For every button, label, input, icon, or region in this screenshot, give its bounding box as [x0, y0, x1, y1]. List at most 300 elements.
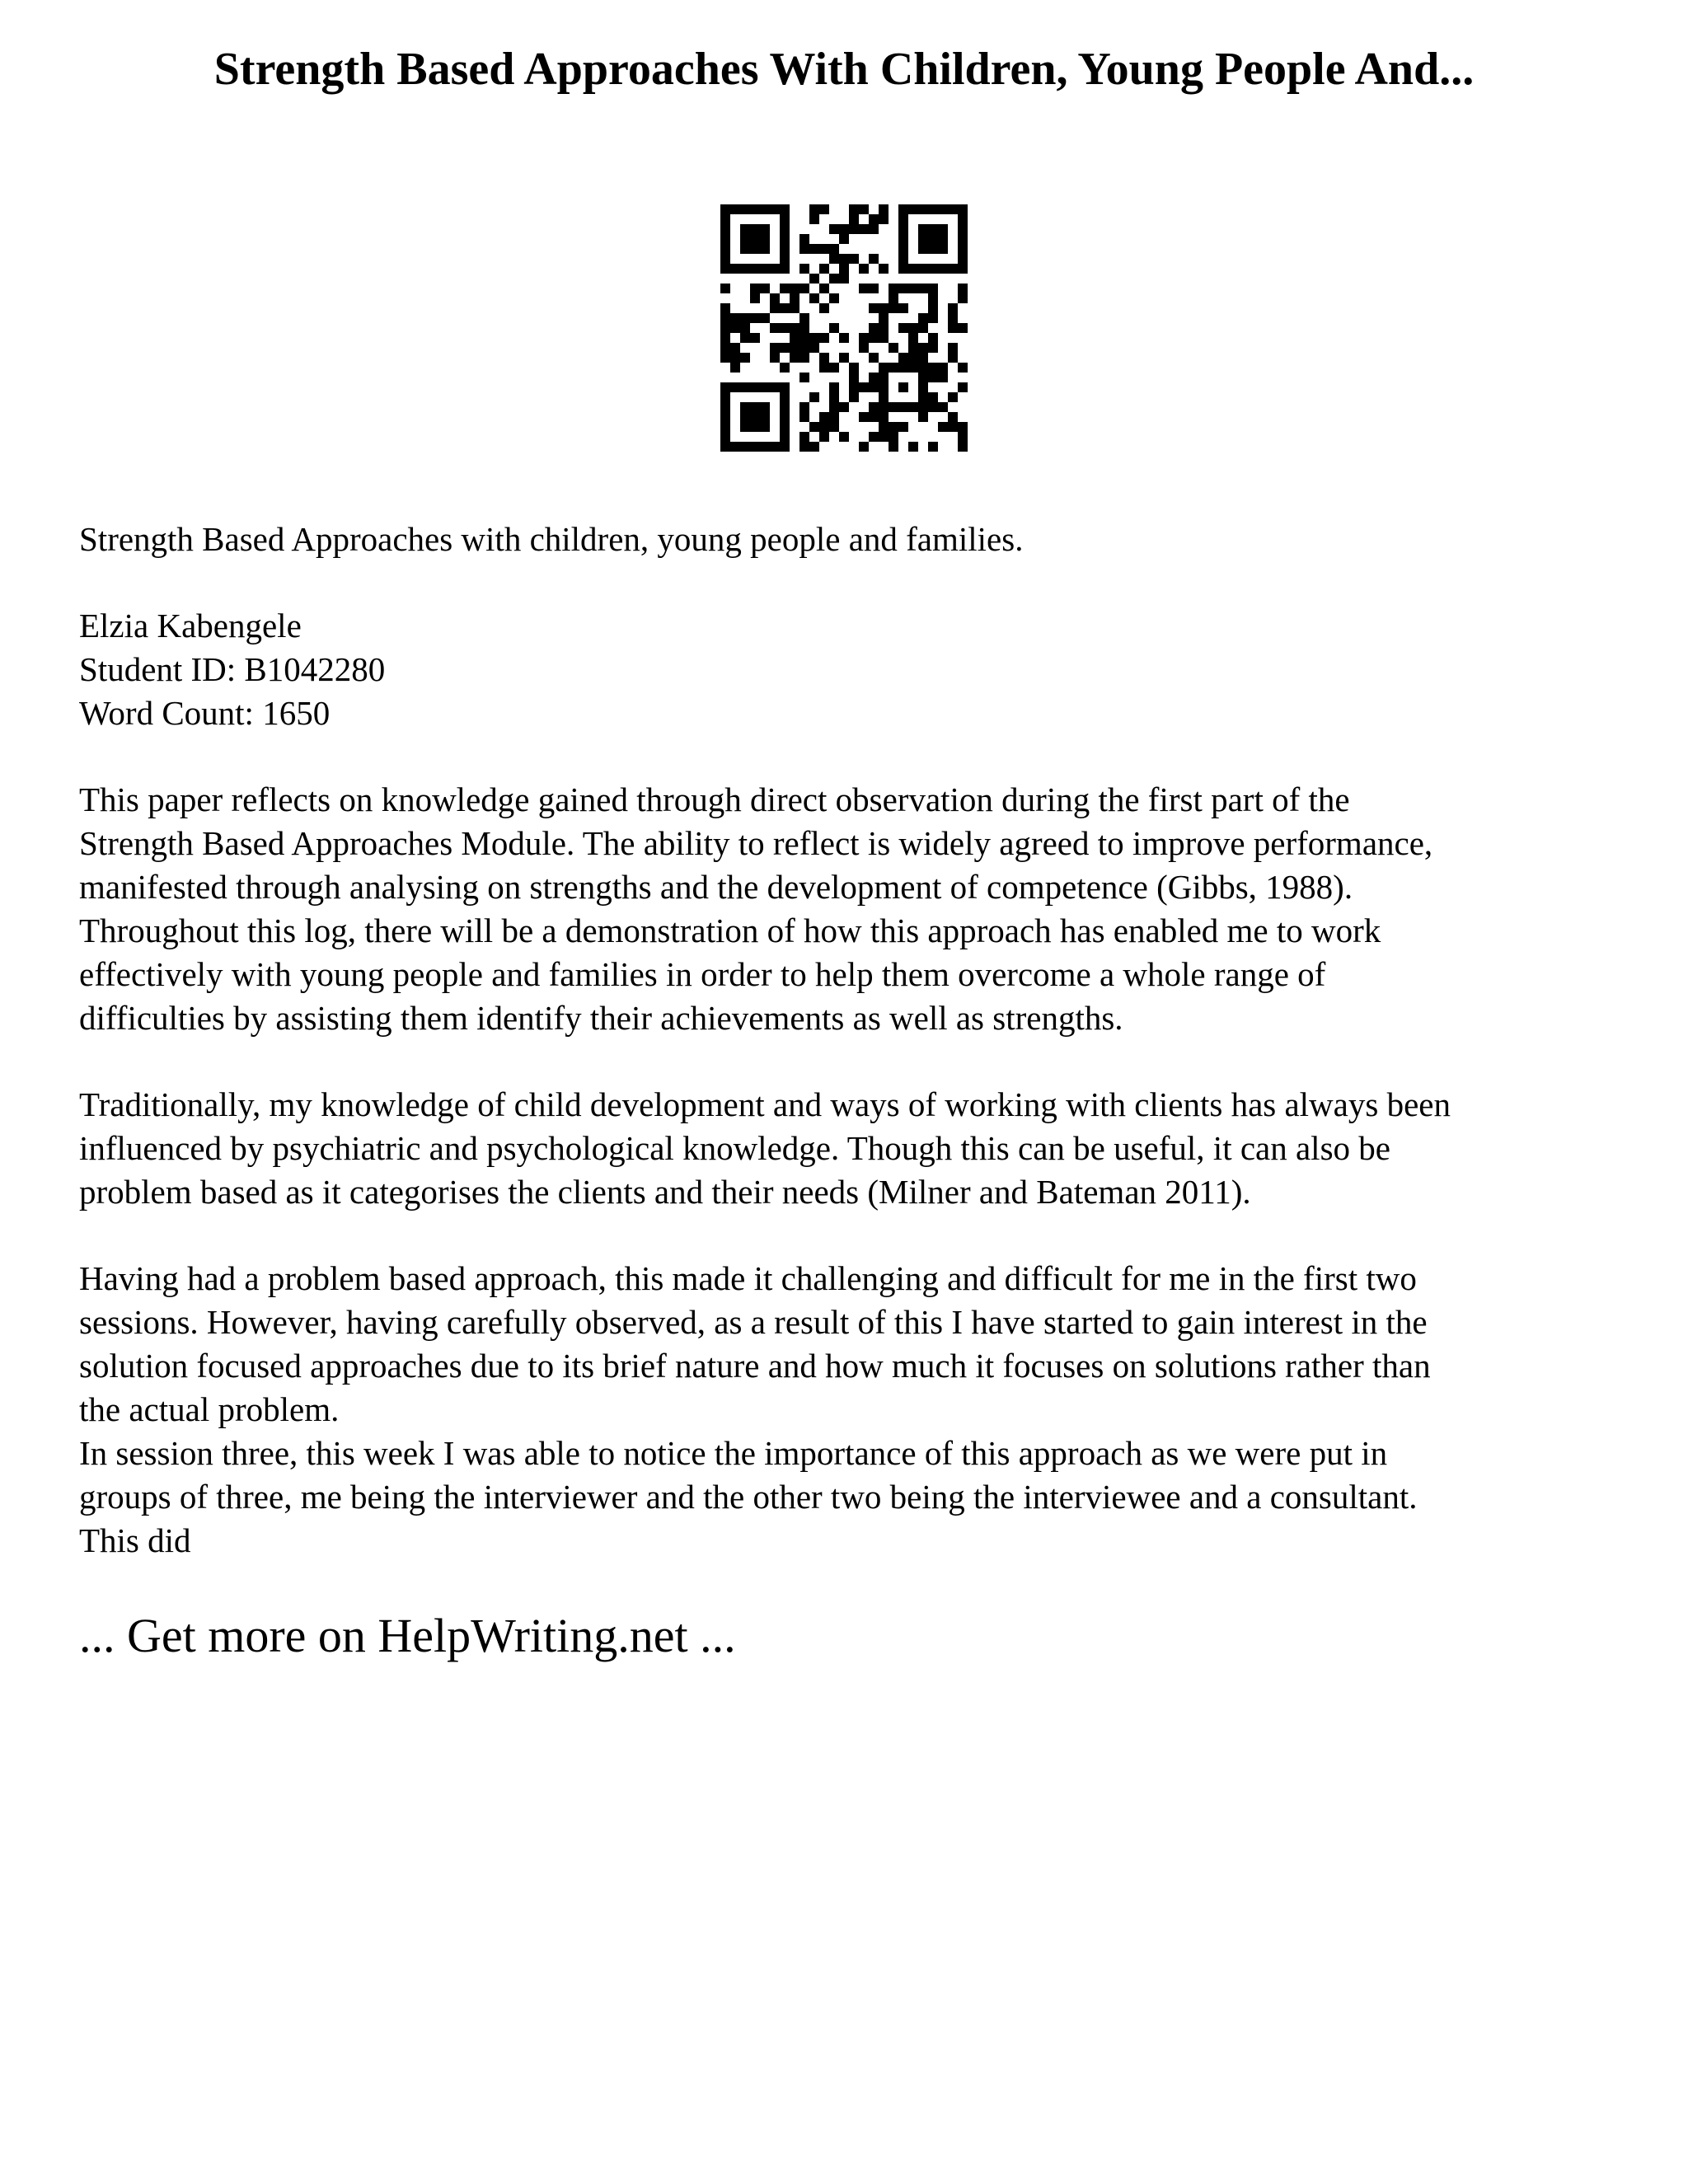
qr-module: [908, 264, 918, 274]
paragraph-traditional: [79, 1083, 1609, 1214]
qr-module: [908, 442, 918, 452]
qr-module: [918, 382, 928, 392]
qr-module: [740, 333, 750, 343]
qr-module: [829, 293, 839, 303]
qr-module: [908, 402, 918, 412]
qr-module: [928, 234, 938, 244]
qr-module: [829, 412, 839, 422]
qr-module: [809, 244, 819, 254]
qr-module: [730, 363, 740, 373]
qr-module: [948, 313, 958, 323]
qr-module: [730, 343, 740, 353]
paragraph-line: Having had a problem based approach, this made it challenging and difficult for me in the first two: [79, 1259, 1417, 1297]
qr-module: [770, 323, 780, 333]
qr-module: [720, 402, 730, 412]
qr-module: [829, 422, 839, 432]
qr-module: [780, 204, 790, 214]
qr-module: [898, 214, 908, 224]
qr-module: [740, 234, 750, 244]
qr-module: [780, 363, 790, 373]
qr-module: [819, 244, 829, 254]
qr-module: [809, 214, 819, 224]
qr-module: [898, 402, 908, 412]
qr-module: [879, 432, 889, 442]
qr-module: [928, 333, 938, 343]
qr-module: [839, 224, 849, 234]
qr-module: [859, 284, 869, 293]
qr-module: [938, 244, 948, 254]
qr-module: [918, 353, 928, 363]
qr-module: [720, 353, 730, 363]
qr-module: [958, 264, 968, 274]
qr-module: [829, 323, 839, 333]
qr-module: [938, 234, 948, 244]
qr-module: [740, 244, 750, 254]
qr-module: [809, 293, 819, 303]
qr-module: [898, 204, 908, 214]
qr-module: [829, 274, 839, 284]
qr-module: [819, 303, 829, 313]
qr-module: [780, 224, 790, 234]
qr-module: [740, 382, 750, 392]
qr-module: [730, 382, 740, 392]
qr-module: [908, 204, 918, 214]
qr-module: [740, 412, 750, 422]
paragraph-line: problem based as it categorises the clients and their needs (Milner and Bateman 2011).: [79, 1173, 1251, 1211]
paragraph-line: Throughout this log, there will be a demonstration of how this approach has enabled me to work: [79, 912, 1381, 949]
qr-module: [879, 412, 889, 422]
document-body: [79, 518, 1609, 1665]
paragraph-reflection: [79, 778, 1609, 1040]
qr-module: [760, 382, 770, 392]
qr-module: [720, 204, 730, 214]
qr-module: [859, 382, 869, 392]
qr-module: [859, 204, 869, 214]
qr-module: [869, 214, 879, 224]
qr-module: [780, 412, 790, 422]
qr-module: [760, 224, 770, 234]
qr-module: [770, 442, 780, 452]
qr-module: [750, 442, 760, 452]
qr-module: [928, 303, 938, 313]
qr-module: [750, 234, 760, 244]
qr-module: [750, 244, 760, 254]
qr-module: [839, 353, 849, 363]
qr-module: [730, 264, 740, 274]
qr-module: [829, 402, 839, 412]
qr-module: [928, 373, 938, 382]
qr-module: [948, 264, 958, 274]
qr-module: [958, 234, 968, 244]
qr-module: [780, 392, 790, 402]
qr-module: [958, 244, 968, 254]
qr-module: [780, 244, 790, 254]
qr-module: [898, 264, 908, 274]
qr-module: [799, 353, 809, 363]
paragraph-line: effectively with young people and families in order to help them overcome a whole range of: [79, 955, 1326, 993]
qr-module: [760, 234, 770, 244]
qr-module: [879, 204, 889, 214]
qr-module: [750, 224, 760, 234]
qr-module: [908, 363, 918, 373]
qr-module: [869, 284, 879, 293]
qr-module: [859, 224, 869, 234]
qr-module: [928, 392, 938, 402]
qr-module: [770, 293, 780, 303]
qr-module: [760, 412, 770, 422]
qr-module: [908, 353, 918, 363]
qr-module: [839, 402, 849, 412]
qr-module: [829, 254, 839, 264]
qr-module: [720, 412, 730, 422]
qr-module: [879, 333, 889, 343]
qr-module: [928, 264, 938, 274]
qr-module: [948, 392, 958, 402]
qr-module: [928, 204, 938, 214]
qr-module: [849, 363, 859, 373]
qr-module: [869, 323, 879, 333]
qr-module: [849, 224, 859, 234]
qr-module: [879, 313, 889, 323]
qr-module: [730, 353, 740, 363]
qr-module: [938, 363, 948, 373]
qr-module: [928, 313, 938, 323]
qr-module: [740, 204, 750, 214]
qr-module: [720, 333, 730, 343]
qr-module: [799, 442, 809, 452]
qr-module: [780, 402, 790, 412]
qr-module: [879, 264, 889, 274]
qr-module: [938, 264, 948, 274]
qr-module: [918, 224, 928, 234]
qr-module: [809, 333, 819, 343]
qr-module: [740, 264, 750, 274]
qr-module: [760, 313, 770, 323]
qr-module: [908, 343, 918, 353]
qr-module: [958, 284, 968, 293]
qr-module: [849, 254, 859, 264]
qr-module: [859, 264, 869, 274]
qr-module: [790, 284, 799, 293]
qr-module: [889, 343, 898, 353]
qr-module: [750, 284, 760, 293]
qr-module: [780, 303, 790, 313]
qr-module: [938, 224, 948, 234]
qr-module: [869, 432, 879, 442]
qr-module: [740, 422, 750, 432]
qr-module: [938, 204, 948, 214]
qr-module: [829, 363, 839, 373]
qr-module: [720, 224, 730, 234]
qr-module: [809, 392, 819, 402]
qr-module: [898, 234, 908, 244]
qr-module: [819, 204, 829, 214]
paragraph-line: Strength Based Approaches Module. The ability to reflect is widely agreed to improve performance,: [79, 824, 1433, 862]
qr-module: [770, 343, 780, 353]
qr-module: [918, 323, 928, 333]
qr-module: [750, 204, 760, 214]
paragraph-line: Traditionally, my knowledge of child development and ways of working with clients has always been: [79, 1085, 1451, 1123]
qr-module: [720, 432, 730, 442]
qr-module: [879, 323, 889, 333]
qr-module: [799, 234, 809, 244]
qr-module: [958, 323, 968, 333]
qr-module: [720, 254, 730, 264]
qr-module: [750, 313, 760, 323]
qr-module: [750, 412, 760, 422]
qr-module: [720, 382, 730, 392]
qr-module: [799, 373, 809, 382]
qr-module: [740, 353, 750, 363]
qr-module: [928, 402, 938, 412]
qr-module: [720, 234, 730, 244]
qr-module: [869, 303, 879, 313]
qr-module: [889, 284, 898, 293]
qr-module: [958, 422, 968, 432]
qr-module: [869, 373, 879, 382]
qr-module: [918, 234, 928, 244]
qr-module: [809, 442, 819, 452]
qr-module: [839, 254, 849, 264]
document-title: Strength Based Approaches With Children, Young People And...: [213, 44, 1475, 95]
qr-module: [958, 293, 968, 303]
qr-module: [918, 392, 928, 402]
qr-module: [790, 303, 799, 313]
qr-module: [760, 422, 770, 432]
paragraph-line: This did: [79, 1521, 191, 1559]
qr-module: [839, 432, 849, 442]
qr-module: [869, 402, 879, 412]
qr-module: [740, 442, 750, 452]
qr-module: [829, 224, 839, 234]
qr-module: [799, 323, 809, 333]
qr-module: [750, 264, 760, 274]
qr-module: [849, 373, 859, 382]
qr-module: [780, 214, 790, 224]
qr-module: [958, 432, 968, 442]
qr-module: [889, 432, 898, 442]
qr-module: [799, 244, 809, 254]
qr-module: [720, 422, 730, 432]
qr-module: [928, 284, 938, 293]
qr-module: [879, 422, 889, 432]
qr-module: [849, 204, 859, 214]
qr-module: [819, 432, 829, 442]
qr-module: [720, 284, 730, 293]
qr-module: [948, 303, 958, 313]
qr-module: [918, 373, 928, 382]
qr-module: [839, 234, 849, 244]
paragraph-session-three: [79, 1432, 1609, 1563]
paragraph-line: influenced by psychiatric and psychological knowledge. Though this can be useful, it can also be: [79, 1129, 1390, 1167]
qr-module: [790, 353, 799, 363]
qr-module: [720, 323, 730, 333]
qr-module: [928, 224, 938, 234]
qr-module: [720, 313, 730, 323]
qr-module: [740, 323, 750, 333]
qr-module: [740, 313, 750, 323]
qr-module: [928, 244, 938, 254]
qr-module: [898, 244, 908, 254]
qr-module: [849, 392, 859, 402]
qr-module: [799, 402, 809, 412]
qr-module: [928, 343, 938, 353]
qr-module: [948, 422, 958, 432]
qr-module: [928, 442, 938, 452]
qr-module: [799, 412, 809, 422]
qr-module: [750, 382, 760, 392]
qr-module: [958, 382, 968, 392]
qr-module: [780, 234, 790, 244]
qr-module: [859, 412, 869, 422]
qr-module: [948, 412, 958, 422]
qr-module: [799, 333, 809, 343]
qr-module: [869, 353, 879, 363]
qr-module: [938, 373, 948, 382]
qr-module: [760, 284, 770, 293]
qr-module: [889, 402, 898, 412]
qr-module: [809, 204, 819, 214]
qr-module: [799, 343, 809, 353]
qr-module: [730, 313, 740, 323]
paragraph-line: In session three, this week I was able to notice the importance of this approach as we were put in: [79, 1434, 1388, 1472]
qr-module: [928, 293, 938, 303]
qr-module: [918, 313, 928, 323]
qr-module: [780, 284, 790, 293]
qr-module: [720, 343, 730, 353]
qr-module: [809, 274, 819, 284]
qr-module: [819, 363, 829, 373]
qr-module: [819, 264, 829, 274]
qr-module: [720, 214, 730, 224]
qr-module: [849, 214, 859, 224]
qr-module: [958, 204, 968, 214]
qr-module: [908, 323, 918, 333]
qr-module: [790, 333, 799, 343]
qr-module: [898, 353, 908, 363]
qr-module: [730, 323, 740, 333]
qr-module: [879, 363, 889, 373]
qr-module: [819, 422, 829, 432]
qr-module: [720, 244, 730, 254]
qr-module: [720, 264, 730, 274]
qr-module: [780, 432, 790, 442]
qr-module: [780, 254, 790, 264]
qr-module: [859, 343, 869, 353]
qr-code-graphic: [720, 204, 968, 452]
qr-module: [898, 284, 908, 293]
qr-module: [889, 293, 898, 303]
qr-module: [879, 392, 889, 402]
qr-module: [720, 442, 730, 452]
qr-module: [770, 382, 780, 392]
qr-module: [799, 264, 809, 274]
qr-module: [760, 442, 770, 452]
document-subtitle: Strength Based Approaches with children, young people and families.: [79, 520, 1024, 558]
qr-module: [918, 343, 928, 353]
qr-module: [938, 402, 948, 412]
qr-module: [928, 363, 938, 373]
paragraph-problem-based: [79, 1257, 1609, 1432]
qr-module: [958, 442, 968, 452]
qr-module: [809, 422, 819, 432]
paragraph-line: the actual problem.: [79, 1390, 340, 1428]
qr-module: [918, 363, 928, 373]
qr-module: [790, 343, 799, 353]
author-block: [79, 604, 1609, 735]
qr-module: [879, 382, 889, 392]
qr-module: [770, 264, 780, 274]
qr-module: [869, 254, 879, 264]
qr-module: [760, 402, 770, 412]
qr-module: [938, 422, 948, 432]
qr-module: [889, 303, 898, 313]
get-more-link[interactable]: ... Get more on HelpWriting.net ...: [79, 1609, 736, 1662]
qr-module: [780, 323, 790, 333]
qr-module: [918, 204, 928, 214]
paragraph-line: solution focused approaches due to its brief nature and how much it focuses on solutions rather than: [79, 1347, 1431, 1385]
qr-module: [750, 333, 760, 343]
qr-module: [770, 303, 780, 313]
qr-module: [958, 214, 968, 224]
qr-module: [958, 224, 968, 234]
qr-module: [879, 402, 889, 412]
qr-module: [780, 382, 790, 392]
qr-module: [898, 382, 908, 392]
qr-module: [849, 382, 859, 392]
qr-module: [790, 323, 799, 333]
qr-module: [898, 323, 908, 333]
qr-module: [829, 244, 839, 254]
qr-module: [780, 422, 790, 432]
qr-module: [958, 363, 968, 373]
qr-module: [809, 343, 819, 353]
qr-module: [740, 224, 750, 234]
qr-module: [859, 333, 869, 343]
qr-module: [889, 363, 898, 373]
qr-module: [770, 204, 780, 214]
qr-module: [948, 353, 958, 363]
qr-module: [889, 422, 898, 432]
qr-module: [839, 264, 849, 274]
qr-module: [829, 392, 839, 402]
qr-module: [819, 333, 829, 343]
qr-module: [869, 333, 879, 343]
qr-module: [869, 224, 879, 234]
paragraph-line: sessions. However, having carefully observed, as a result of this I have started to gain interest in the: [79, 1303, 1428, 1341]
word-count: Word Count: 1650: [79, 694, 331, 732]
qr-module: [819, 353, 829, 363]
qr-module: [918, 402, 928, 412]
qr-module: [750, 402, 760, 412]
qr-module: [869, 412, 879, 422]
qr-module: [819, 412, 829, 422]
qr-module: [948, 323, 958, 333]
qr-module: [760, 204, 770, 214]
qr-module: [760, 244, 770, 254]
student-id: Student ID: B1042280: [79, 650, 386, 688]
qr-module: [720, 392, 730, 402]
qr-module: [790, 293, 799, 303]
qr-module: [898, 363, 908, 373]
qr-module: [889, 442, 898, 452]
qr-module: [730, 204, 740, 214]
qr-module: [750, 422, 760, 432]
qr-module: [898, 303, 908, 313]
qr-module: [799, 284, 809, 293]
qr-module: [760, 264, 770, 274]
qr-module: [839, 274, 849, 284]
